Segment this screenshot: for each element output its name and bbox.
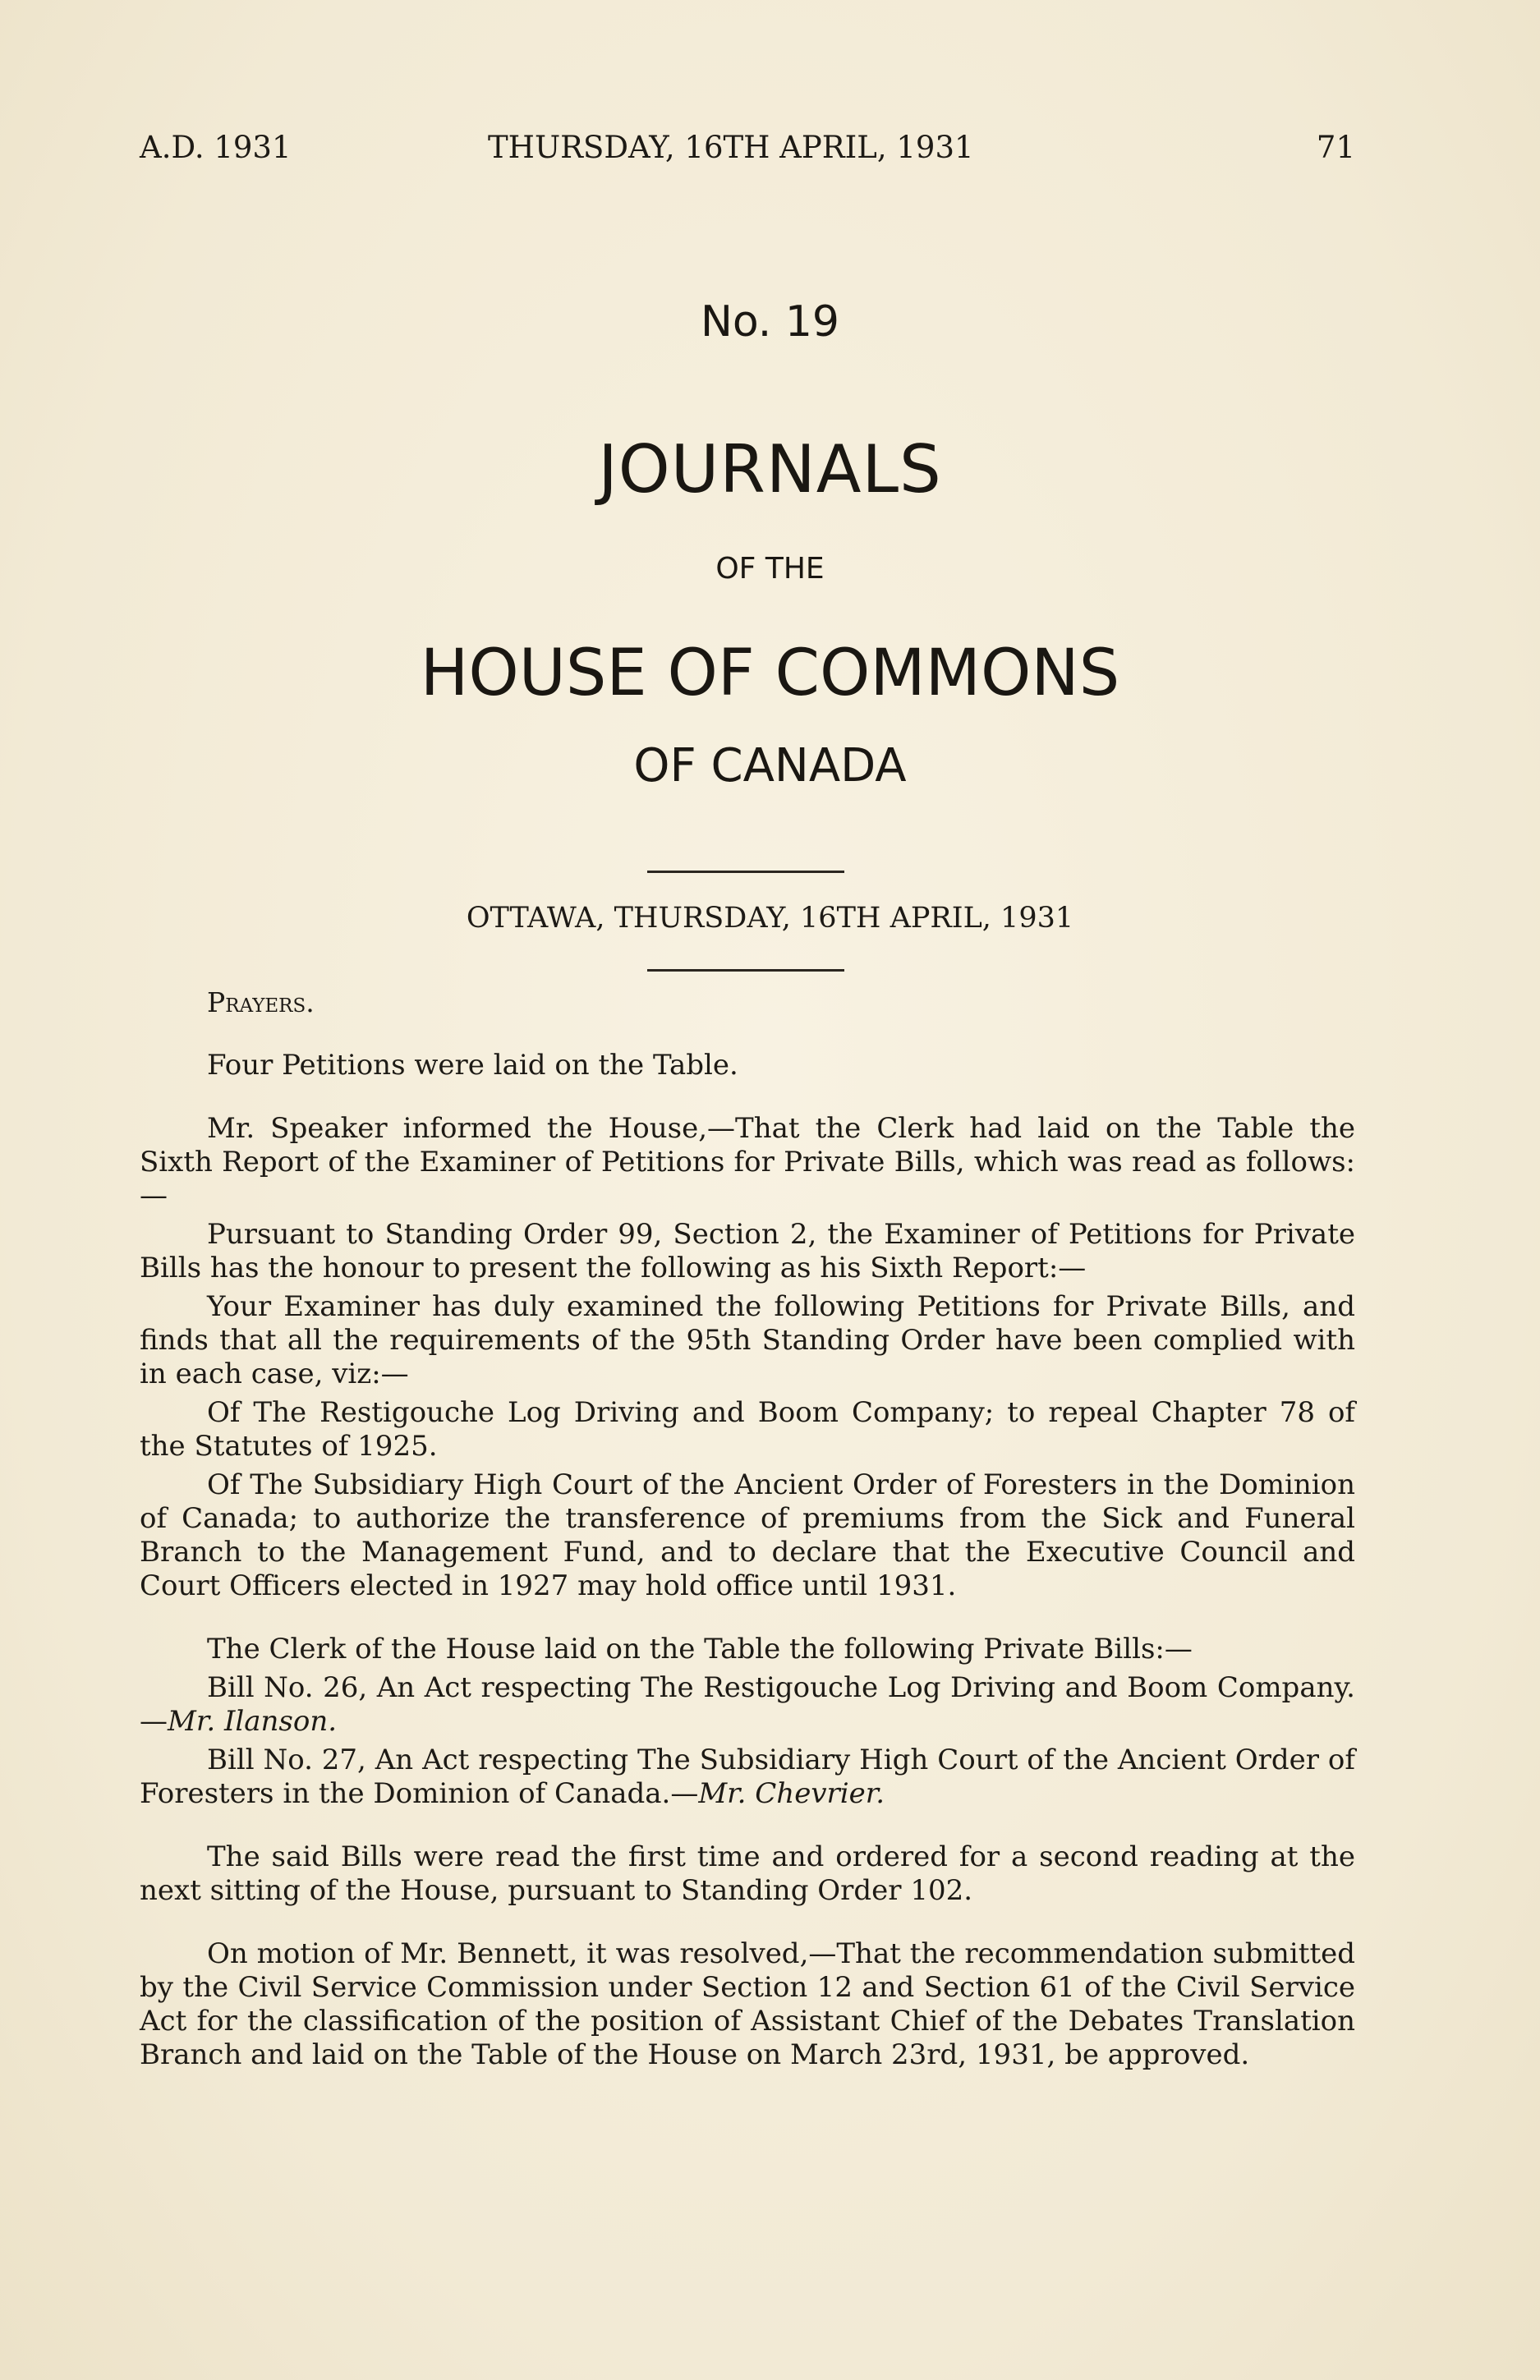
bill-26-mover: Mr. Ilanson. (168, 1705, 338, 1738)
bills-read-paragraph: The said Bills were read the first time and ordered for a second reading at the next sitting of the House, pursuant to Standing Order 102. (140, 1840, 1355, 1907)
divider-top (647, 871, 844, 873)
journals-title: JOURNALS (598, 431, 942, 508)
prayers-heading: Prayers. (207, 986, 315, 1018)
canada-subtitle: OF CANADA (633, 739, 907, 793)
petition-restigouche: Of The Restigouche Log Driving and Boom Company; to repeal Chapter 78 of the Statutes of 1925. (140, 1396, 1355, 1463)
house-title: HOUSE OF COMMONS (420, 636, 1120, 710)
petitions-paragraph: Four Petitions were laid on the Table. (207, 1049, 738, 1082)
pursuant-paragraph: Pursuant to Standing Order 99, Section 2, the Examiner of Petitions for Private Bills has the honour to present the following as his Sixth Report:— (140, 1218, 1355, 1284)
running-header (140, 130, 1355, 171)
bill-26-text: Bill No. 26, An Act respecting The Restigouche Log Driving and Boom Company.— (140, 1671, 1355, 1738)
issue-number: No. 19 (700, 297, 840, 347)
examiner-paragraph: Your Examiner has duly examined the following Petitions for Private Bills, and finds that all the requirements of the 95th Standing Order have been complied with in each case, viz:— (140, 1290, 1355, 1390)
page-number: 71 (1316, 130, 1355, 165)
bill-26-paragraph (140, 1671, 1355, 1739)
header-year: A.D. 1931 (140, 130, 292, 165)
divider-bottom (647, 969, 844, 972)
of-the-subtitle: OF THE (715, 552, 825, 586)
bill-27-mover: Mr. Chevrier. (698, 1777, 885, 1810)
motion-paragraph: On motion of Mr. Bennett, it was resolved,—That the recommendation submitted by the Civil Service Commission under Section 12 and Section 61 of the Civil Service Act for the classification of the position of Assistant Chief of the Debates Translation Branch and laid on the Table of the House on March 23rd, 1931, be approved. (140, 1937, 1355, 2071)
speaker-paragraph: Mr. Speaker informed the House,—That the Clerk had laid on the Table the Sixth Report of the Examiner of Petitions for Private Bills, which was read as follows:— (140, 1112, 1355, 1212)
petition-foresters: Of The Subsidiary High Court of the Ancient Order of Foresters in the Dominion of Canada; to authorize the transference of premiums from the Sick and Funeral Branch to the Management Fund, and to declare that the Executive Council and Court Officers elected in 1927 may hold office until 1931. (140, 1468, 1355, 1602)
bill-27-paragraph (140, 1744, 1355, 1811)
header-date: THURSDAY, 16TH APRIL, 1931 (488, 130, 974, 165)
dateline: OTTAWA, THURSDAY, 16TH APRIL, 1931 (466, 902, 1074, 935)
journal-body (140, 986, 1355, 2072)
bill-27-text: Bill No. 27, An Act respecting The Subsidiary High Court of the Ancient Order of Foresters in the Dominion of Canada.— (140, 1744, 1355, 1810)
clerk-bills-paragraph: The Clerk of the House laid on the Table the following Private Bills:— (207, 1633, 1193, 1666)
